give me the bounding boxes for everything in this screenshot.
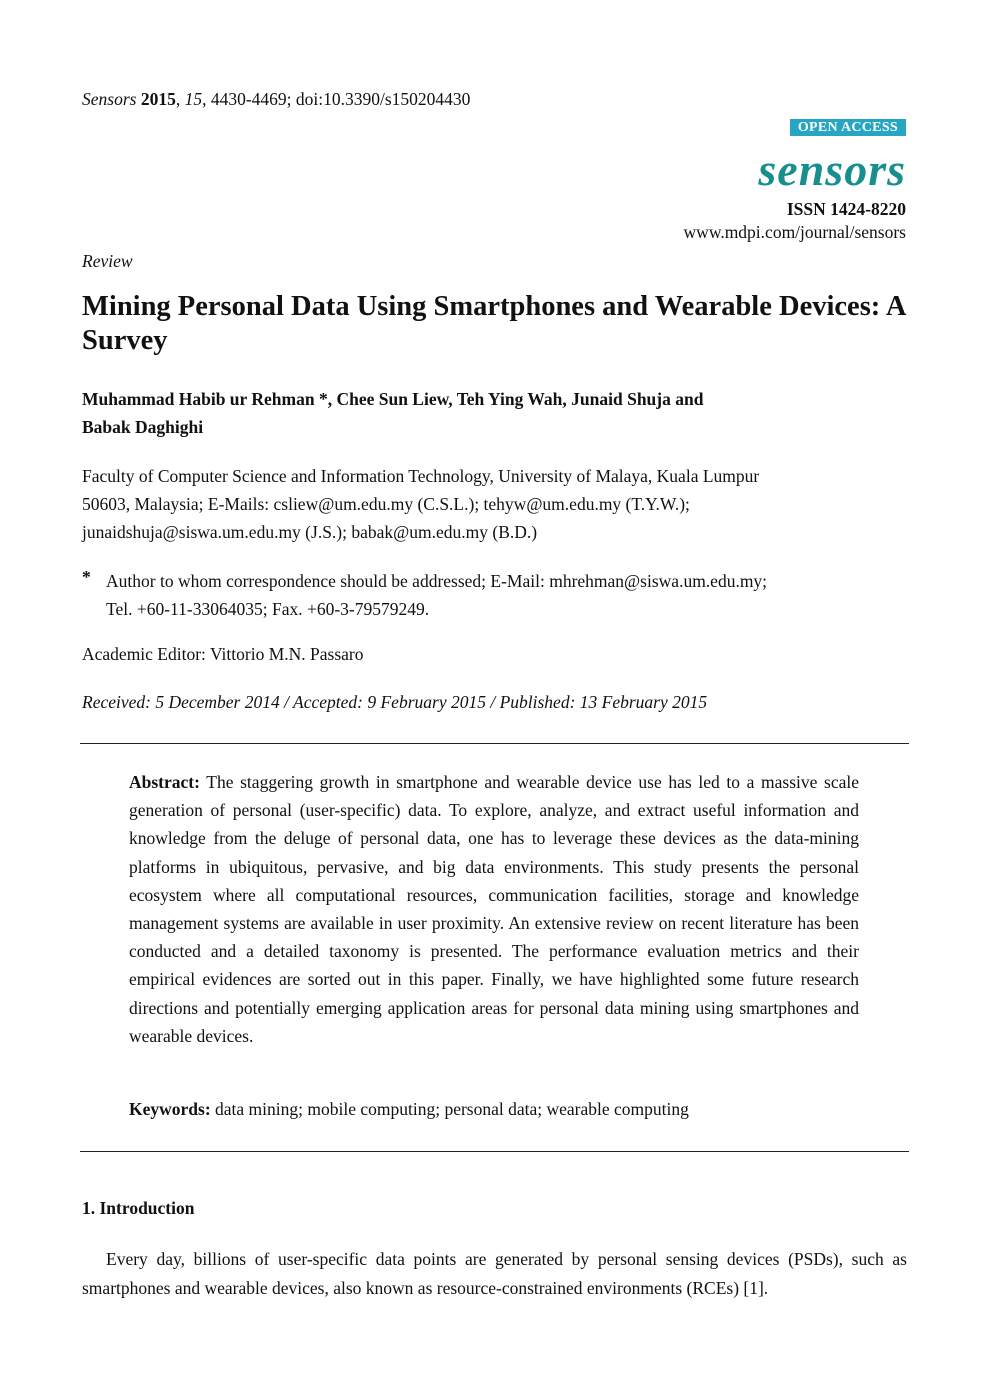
corresponding-line: Tel. +60-11-33064035; Fax. +60-3-79579249.	[106, 599, 430, 619]
corresponding-line: Author to whom correspondence should be addressed; E-Mail: mhrehman@siswa.um.edu.my;	[106, 571, 768, 591]
article-type: Review	[82, 251, 133, 271]
publication-dates: Received: 5 December 2014 / Accepted: 9 February 2015 / Published: 13 February 2015	[82, 692, 708, 712]
corresponding-marker: *	[82, 567, 91, 587]
divider-top	[80, 743, 909, 744]
abstract-text: The staggering growth in smartphone and wearable device use has led to a massive scale generation of personal (user-specific) data. To explore, analyze, and extract useful information and knowledge from the deluge of personal data, one has to leverage these devices as the data-mining platforms in ubiquitous, pervasive, and big data environments. This study presents the personal ecosystem where all computational resources, communication facilities, storage and knowledge management systems are available in user proximity. An extensive review on recent literature has been conducted and a detailed taxonomy is presented. The performance evaluation metrics and their empirical evidences are sorted out in this paper. Finally, we have highlighted some future research directions and potentially emerging application areas for personal data mining using smartphones and wearable devices.	[129, 772, 859, 1046]
pages-doi: , 4430-4469; doi:10.3390/s150204430	[202, 89, 471, 109]
affiliation-line: Faculty of Computer Science and Information Technology, University of Malaya, Kuala Lumpur	[82, 466, 760, 486]
keywords-text: data mining; mobile computing; personal data; wearable computing	[215, 1099, 689, 1119]
article-title: Mining Personal Data Using Smartphones and Wearable Devices: A Survey	[82, 291, 905, 356]
journal-name: Sensors	[82, 89, 137, 109]
volume-number: 15	[184, 89, 203, 109]
author-line: Babak Daghighi	[82, 417, 204, 437]
divider-bottom	[80, 1151, 909, 1152]
open-access-badge: OPEN ACCESS	[790, 119, 906, 136]
affiliation-line: junaidshuja@siswa.um.edu.my (J.S.); babak@um.edu.my (B.D.)	[82, 522, 538, 542]
journal-website[interactable]: www.mdpi.com/journal/sensors	[683, 222, 906, 242]
affiliation-line: 50603, Malaysia; E-Mails: csliew@um.edu.my (C.S.L.); tehyw@um.edu.my (T.Y.W.);	[82, 494, 690, 514]
abstract	[129, 768, 859, 1050]
author-line: Muhammad Habib ur Rehman *, Chee Sun Liew, Teh Ying Wah, Junaid Shuja and	[82, 389, 704, 409]
journal-logo: sensors	[758, 144, 906, 195]
section-heading-introduction: 1. Introduction	[82, 1198, 195, 1218]
keywords	[129, 1099, 859, 1120]
academic-editor: Academic Editor: Vittorio M.N. Passaro	[82, 644, 364, 664]
affiliation	[82, 462, 912, 546]
abstract-label: Abstract:	[129, 772, 200, 792]
introduction-paragraph: Every day, billions of user-specific data points are generated by personal sensing devices (PSDs), such as smartphones and wearable devices, also known as resource-constrained environments (RCEs) [1].	[82, 1249, 907, 1298]
keywords-label: Keywords:	[129, 1099, 211, 1119]
author-list	[82, 385, 842, 441]
publication-year: 2015	[140, 89, 176, 109]
issn-number: ISSN 1424-8220	[786, 199, 906, 219]
citation-line: Sensors 2015, 15, 4430-4469; doi:10.3390/s150204430	[82, 89, 471, 109]
corresponding-author-note	[106, 567, 767, 623]
